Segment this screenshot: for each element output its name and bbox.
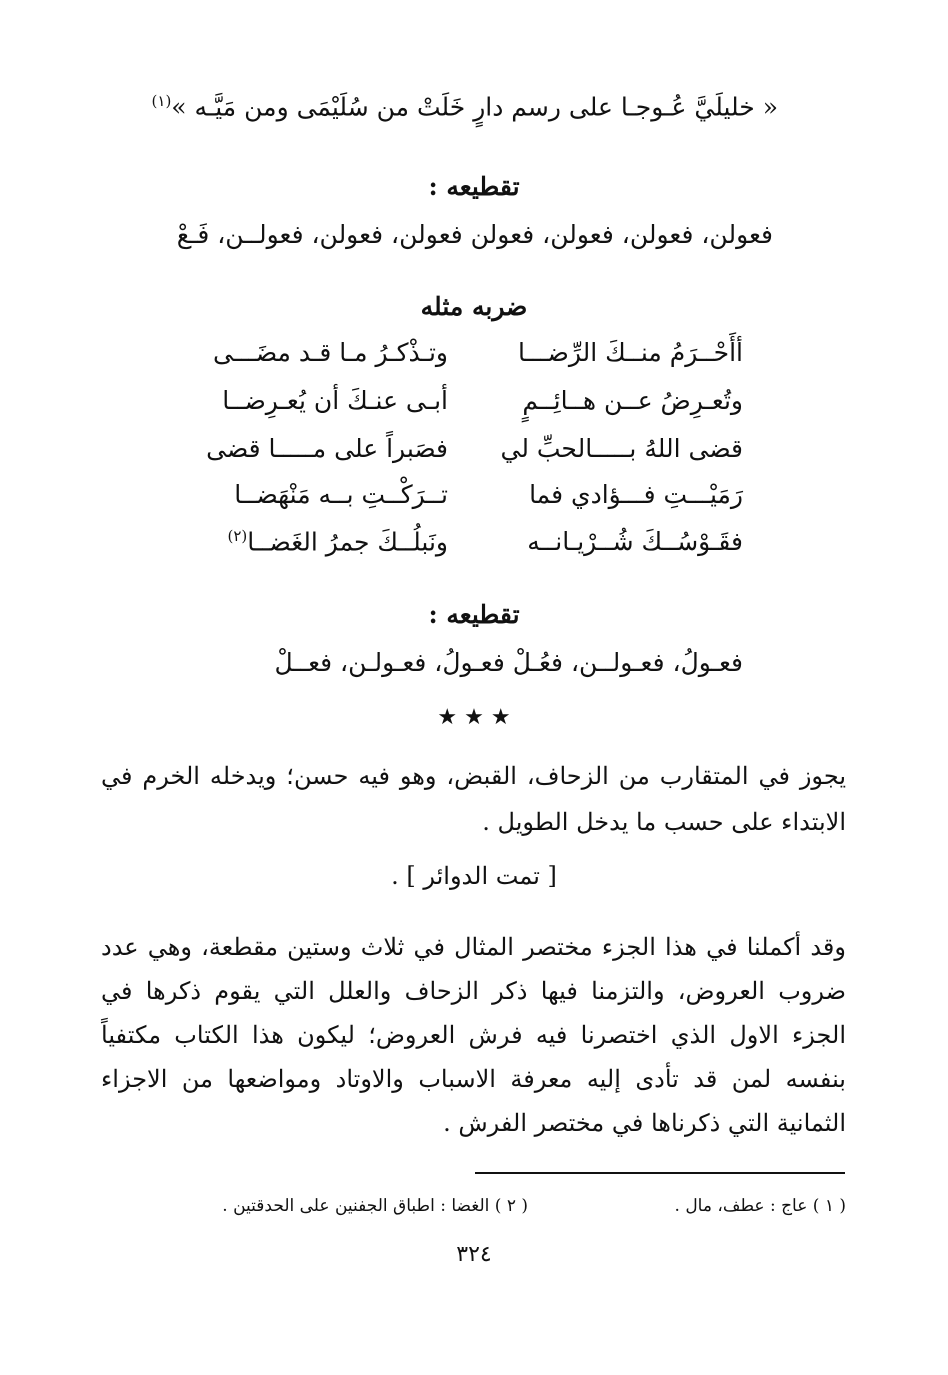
verse-4-left: تــرَكْــتِ بــه مَنْهَضــا [234,480,448,509]
verse-2-left: أبـى عنـكَ أن يُعـرِضــا [222,386,448,415]
verse-5-right: فقَـوْسُــكَ شُــرْيـانــه [527,527,743,556]
footnote-ref-1: (١) [151,92,172,110]
footnote-ref-2: (٢) [227,527,248,545]
scansion-line-2: فعـولُ، فعـولــن، فعُـلْ فعـولُ، فعـولـن، فعــلْ [274,648,743,677]
verse-2-right: وتُعـرِضُ عــن هــائِــمٍ [522,386,743,415]
scansion-line-1: فعولن، فعولن، فعولن، فعولن فعولن، فعولن، فعولــن، فَـعْ [176,220,773,249]
paragraph-2: وقد أكملنا في هذا الجزء مختصر المثال في ثلاث وستين مقطعة، وهي عدد ضروب العروض، والتزمنا فيها ذكر الزحاف والعلل التي يقوم ذكرها في الجزء الاول الذي اختصرنا فيه فرش العروض؛ ليكون هذا الكتاب مكتفياً بنفسه لمن قد تأدى إليه معرفة الاسباب والاوتاد ومواضعها من الاجزاء الثمانية التي ذكرناها في مختصر الفرش . [101,933,847,1137]
example-heading: ضربه مثله [420,292,528,321]
scansion-heading-2: تقطيعه : [428,600,520,629]
verse-3-right: قضى اللهُ بـــــالحبِّ لي [500,434,743,463]
footnote-1: ( ١ ) عاج : عطف، مال . [674,1196,846,1216]
section-separator: ★ ★ ★ [437,705,511,730]
verse-5-left: ونَبلُــكَ جمرُ الغَضــا$^{(٢)}$ [227,527,448,557]
verse-1-left: وتـذْكـرُ مـا قـد مضَـــى [213,338,448,367]
page-number: ٣٢٤ [456,1242,492,1267]
verse-4-right: رَمَيْـــتِ فـــؤادي فما [529,480,743,509]
verse-1-right: أأَحْــرَمُ منــكَ الرِّضـــا [518,338,743,367]
verse-3-left: فصَبراً على مـــــا قضى [206,434,448,463]
footnote-2: ( ٢ ) الغضا : اطباق الجفنين على الحدقتين . [222,1196,528,1216]
scansion-heading-1: تقطيعه : [428,172,520,201]
end-of-circles: [ تمت الدوائر ] . [391,862,557,890]
opening-verse: « خليلَيَّ عُـوجـا على رسم دارٍ خَلَتْ من سُلَيْمَى ومن مَيَّـه »$^{(١)}$ [151,92,778,122]
paragraph-1: يجوز في المتقارب من الزحاف، القبض، وهو فيه حسن؛ ويدخله الخرم في الابتداء على حسب ما يدخل الطويل . [101,762,847,836]
footnote-rule [475,1172,845,1174]
